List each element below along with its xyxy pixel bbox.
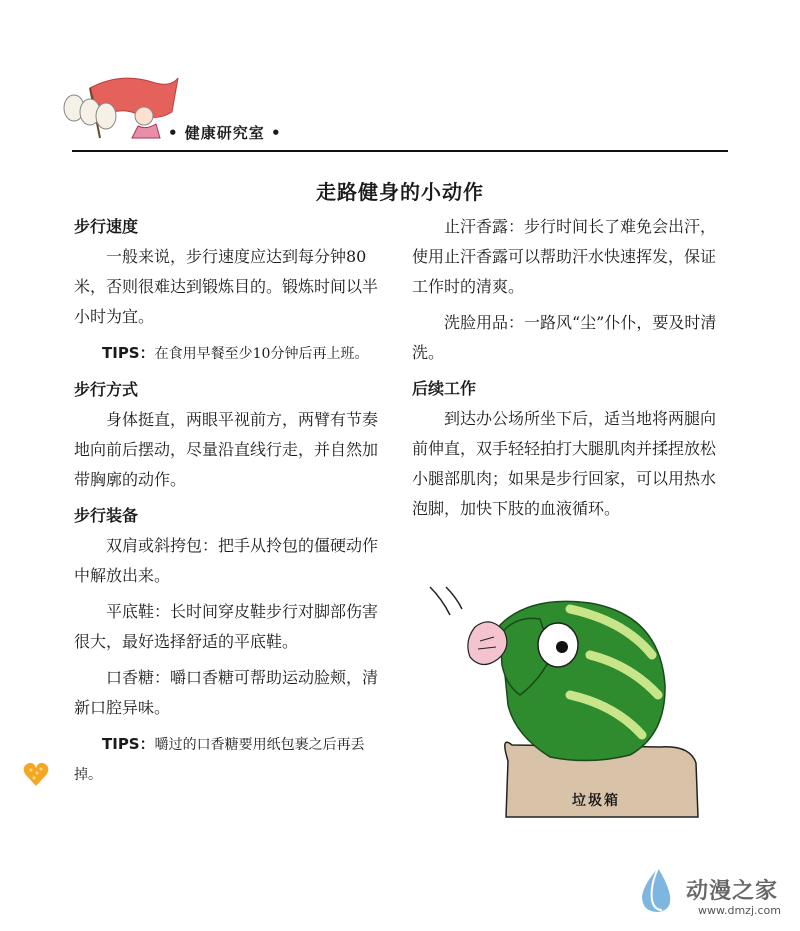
heading-walking-gear: 步行装备 bbox=[74, 506, 139, 525]
watermark-logo-icon bbox=[636, 866, 676, 916]
paragraph-bag: 双肩或斜挎包：把手从拎包的僵硬动作中解放出来。 bbox=[74, 536, 379, 585]
paragraph-flat-shoes: 平底鞋：长时间穿皮鞋步行对脚部伤害很大，最好选择舒适的平底鞋。 bbox=[74, 602, 379, 651]
paragraph-face-wash: 洗脸用品：一路风“尘”仆仆，要及时清洗。 bbox=[412, 313, 717, 362]
watermark-url: www.dmzj.com bbox=[698, 904, 781, 917]
tips-text: 在食用早餐至少10分钟后再上班。 bbox=[154, 346, 369, 362]
watermelon-bin-illustration bbox=[420, 585, 710, 825]
watermark-name: 动漫之家 bbox=[686, 879, 779, 904]
paragraph-antiperspirant: 止汗香露：步行时间长了难免会出汗，使用止汗香露可以帮助汗水快速挥发，保证工作时的清爽。 bbox=[412, 217, 717, 296]
bin-label: 垃圾箱 bbox=[572, 793, 620, 809]
left-column bbox=[74, 212, 392, 790]
tips-text: 嚼过的口香糖要用纸包裹之后再丢掉。 bbox=[74, 737, 365, 783]
paragraph-walking-style: 身体挺直，两眼平视前方，两臂有节奏地向前后摆动，尽量沿直线行走，并自然加带胸廓的动作。 bbox=[74, 410, 379, 489]
tips-label: TIPS： bbox=[102, 344, 155, 362]
paragraph-gum: 口香糖：嚼口香糖可帮助运动脸颊，清新口腔异味。 bbox=[74, 668, 379, 717]
tips-gum bbox=[74, 729, 392, 790]
paragraph-walking-speed: 一般来说，步行速度应达到每分钟80米，否则很难达到锻炼目的。锻炼时间以半小时为宜。 bbox=[74, 247, 379, 326]
header-rule bbox=[72, 150, 728, 152]
heading-walking-style: 步行方式 bbox=[74, 380, 139, 399]
header-flag-illustration bbox=[60, 68, 180, 142]
right-column bbox=[412, 212, 730, 524]
heart-icon bbox=[22, 760, 50, 788]
paragraph-follow-up: 到达办公场所坐下后，适当地将两腿向前伸直，双手轻轻拍打大腿肌肉并揉捏放松小腿部肌肉；如果是步行回家，可以用热水泡脚，加快下肢的血液循环。 bbox=[412, 409, 717, 518]
tips-label: TIPS： bbox=[102, 735, 155, 753]
section-label: • 健康研究室 • bbox=[168, 124, 282, 142]
article-title: 走路健身的小动作 bbox=[316, 180, 484, 204]
heading-walking-speed: 步行速度 bbox=[74, 217, 139, 236]
heading-follow-up: 后续工作 bbox=[412, 379, 477, 398]
tips-breakfast bbox=[74, 338, 392, 369]
